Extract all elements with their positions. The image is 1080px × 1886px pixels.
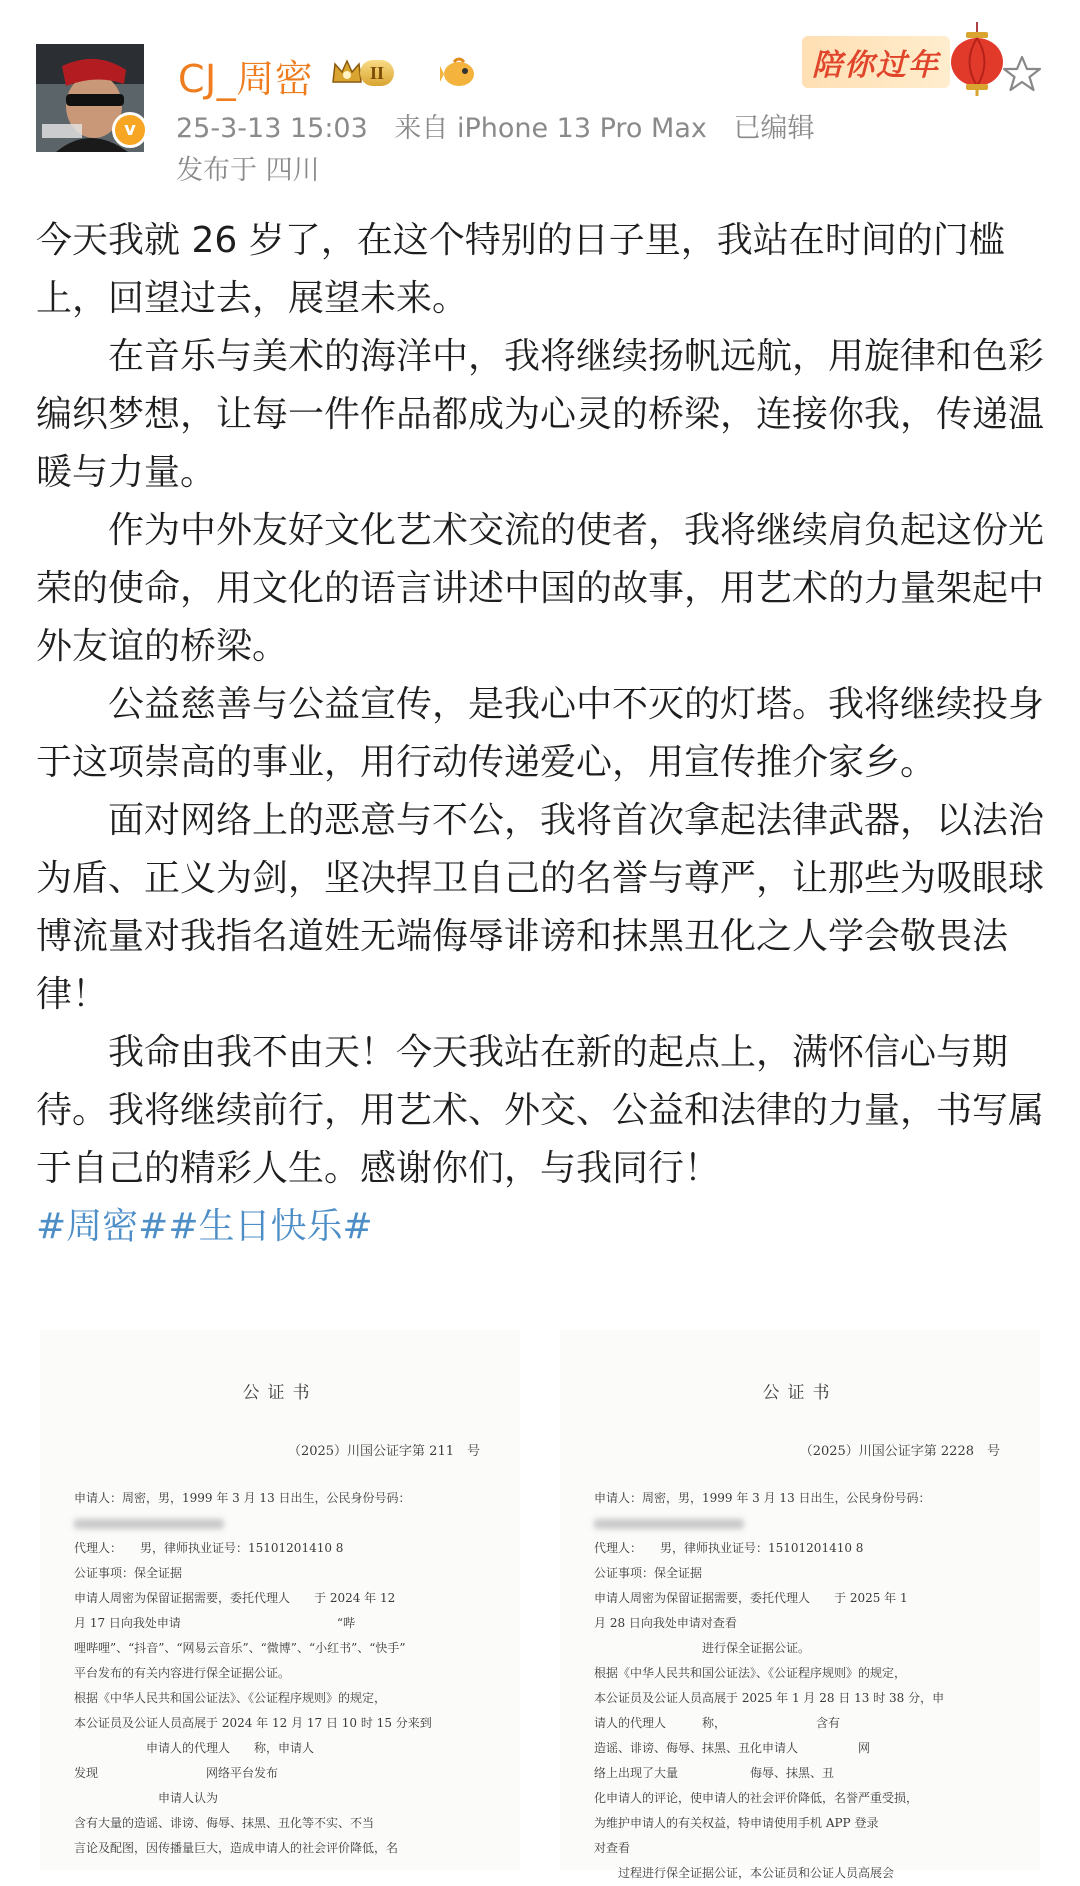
hashtag-link[interactable]: #周密# xyxy=(36,1206,169,1247)
document-line xyxy=(74,1511,492,1536)
document-number: （2025）川国公证字第 2228 号 xyxy=(799,1444,1000,1459)
paragraph: 作为中外友好文化艺术交流的使者，我将继续肩负起这份光荣的使命，用文化的语言讲述中国的故事，用艺术的力量架起中外友谊的桥梁。 xyxy=(36,510,1045,667)
paragraph: 面对网络上的恶意与不公，我将首次拿起法律武器，以法治为盾、正义为剑，坚决捍卫自己的名誉与尊严，让那些为吸眼球博流量对我指名道姓无端侮辱诽谤和抹黑丑化之人学会敬畏法律！ xyxy=(36,800,1045,1015)
document-line: 络上出现了大量 侮辱、抹黑、丑 xyxy=(594,1766,835,1780)
vip-badge[interactable] xyxy=(330,56,394,90)
vip-level: II xyxy=(360,60,394,86)
document-line: 月 17 日向我处申请 “哔 xyxy=(74,1616,356,1630)
document-line: 代理人： 男，律师执业证号：15101201410 8 xyxy=(74,1541,344,1555)
document-line: 申请人：周密，男，1999 年 3 月 13 日出生，公民身份号码： xyxy=(594,1491,931,1505)
document-line: 申请人的代理人 称，申请人 xyxy=(74,1741,315,1755)
vip-crown-icon xyxy=(330,56,364,90)
document-number: （2025）川国公证字第 211 号 xyxy=(287,1444,480,1459)
document-line: 进行保全证据公证。 xyxy=(594,1641,811,1655)
document-line: 本公证员及公证人员高展于 2025 年 1 月 28 日 13 时 38 分，申 xyxy=(594,1691,945,1705)
hashtag-link[interactable]: #生日快乐# xyxy=(168,1206,373,1247)
promo-badge[interactable] xyxy=(802,18,1012,94)
document-line: 申请人周密为保留证据需要，委托代理人 于 2024 年 12 xyxy=(74,1591,396,1605)
post-body xyxy=(36,212,1046,1256)
avatar[interactable] xyxy=(36,44,144,152)
fish-icon xyxy=(440,54,478,90)
document-line: 对查看 xyxy=(594,1841,727,1855)
document-title: 公证书 xyxy=(762,1383,838,1403)
document-line: 申请人：周密，男，1999 年 3 月 13 日出生，公民身份号码： xyxy=(74,1491,411,1505)
attached-image[interactable] xyxy=(560,1330,1040,1880)
paragraph: 我命由我不由天！今天我站在新的起点上，满怀信心与期待。我将继续前行，用艺术、外交、公益和法律的力量，书写属于自己的精彩人生。感谢你们，与我同行！ xyxy=(36,1032,1045,1189)
document-line: 言论及配图，因传播量巨大，造成申请人的社会评价降低，名 xyxy=(74,1841,399,1855)
document-line: 申请人认为 xyxy=(74,1791,219,1805)
document-line: 月 28 日向我处申请对查看 xyxy=(594,1616,833,1630)
source: 来自 iPhone 13 Pro Max xyxy=(394,113,707,144)
document-line: 申请人周密为保留证据需要，委托代理人 于 2025 年 1 xyxy=(594,1591,908,1605)
location: 发布于 四川 xyxy=(176,155,320,186)
star-icon[interactable] xyxy=(1002,54,1042,94)
document-line: 公证事项：保全证据 xyxy=(74,1566,183,1580)
edited-label[interactable]: 已编辑 xyxy=(733,113,815,144)
document-line: 为维护申请人的有关权益，特申请使用手机 APP 登录 xyxy=(594,1816,879,1830)
paragraph: 今天我就 26 岁了，在这个特别的日子里，我站在时间的门槛上，回望过去，展望未来。 xyxy=(36,220,1005,319)
document-line: 化申请人的评论，使申请人的社会评价降低，名誉严重受损， xyxy=(594,1791,919,1805)
username[interactable]: CJ_周密 xyxy=(178,57,314,101)
document-line: 根据《中华人民共和国公证法》、《公证程序规则》的规定， xyxy=(74,1691,387,1705)
document-line: 发现 网络平台发布 xyxy=(74,1766,279,1780)
timestamp: 25-3-13 15:03 xyxy=(176,113,368,144)
verified-icon: v xyxy=(112,112,148,148)
document-line: 平台发布的有关内容进行保全证据公证。 xyxy=(74,1666,291,1680)
document-line: 过程进行保全证据公证，本公证员和公证人员高展会 xyxy=(594,1866,895,1880)
document-text xyxy=(74,1486,492,1861)
attached-image[interactable] xyxy=(40,1330,520,1870)
document-line: 含有大量的造谣、诽谤、侮辱、抹黑、丑化等不实、不当 xyxy=(74,1816,375,1830)
paragraph: 在音乐与美术的海洋中，我将继续扬帆远航，用旋律和色彩编织梦想，让每一件作品都成为心灵的桥梁，连接你我，传递温暖与力量。 xyxy=(36,336,1045,493)
document-line xyxy=(594,1511,1012,1536)
promo-label: 陪你过年 xyxy=(802,36,950,88)
document-line: 根据《中华人民共和国公证法》、《公证程序规则》的规定， xyxy=(594,1666,907,1680)
document-line: 本公证员及公证人员高展于 2024 年 12 月 17 日 10 时 15 分来到 xyxy=(74,1716,432,1730)
document-text xyxy=(594,1486,1012,1886)
hashtags xyxy=(36,1198,1046,1256)
document-title: 公证书 xyxy=(242,1383,318,1403)
document-line: 代理人： 男，律师执业证号：15101201410 8 xyxy=(594,1541,864,1555)
post-meta xyxy=(176,106,832,145)
paragraph: 公益慈善与公益宣传，是我心中不灭的灯塔。我将继续投身于这项崇高的事业，用行动传递爱心，用宣传推介家乡。 xyxy=(36,684,1045,783)
document-line: 公证事项：保全证据 xyxy=(594,1566,703,1580)
document-line: 造谣、诽谤、侮辱、抹黑、丑化申请人 网 xyxy=(594,1741,871,1755)
document-line: 哩哔哩”、“抖音”、“网易云音乐”、“微博”、“小红书”、“快手” xyxy=(74,1641,406,1655)
document-line: 请人的代理人 称， 含有 xyxy=(594,1716,841,1730)
